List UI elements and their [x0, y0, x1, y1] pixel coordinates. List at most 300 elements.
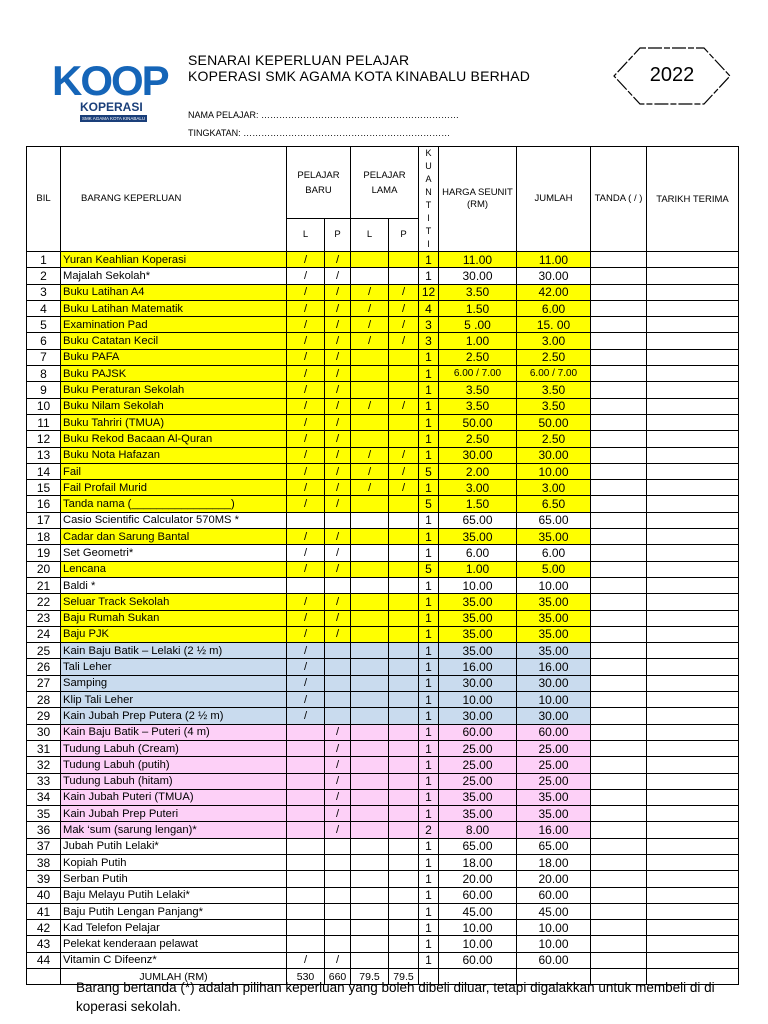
row-old-l: [351, 594, 389, 610]
row-signature-cell[interactable]: [591, 529, 647, 545]
row-received-date-cell[interactable]: [647, 773, 739, 789]
row-unit-price: 1.00: [439, 561, 517, 577]
row-signature-cell[interactable]: [591, 414, 647, 430]
koop-logo: [52, 57, 174, 126]
row-old-l: [351, 268, 389, 284]
row-signature-cell[interactable]: [591, 431, 647, 447]
row-signature-cell[interactable]: [591, 366, 647, 382]
row-item-name: Buku Latihan Matematik: [61, 300, 287, 316]
row-bil: 12: [27, 431, 61, 447]
row-quantity: 1: [419, 708, 439, 724]
table-row: [27, 529, 739, 545]
row-quantity: 1: [419, 594, 439, 610]
row-signature-cell[interactable]: [591, 317, 647, 333]
table-row: [27, 463, 739, 479]
row-old-p: [389, 382, 419, 398]
row-new-l: /: [287, 659, 325, 675]
row-received-date-cell[interactable]: [647, 496, 739, 512]
row-quantity: 1: [419, 903, 439, 919]
row-quantity: 2: [419, 822, 439, 838]
table-row: [27, 708, 739, 724]
row-item-name: Buku PAFA: [61, 349, 287, 365]
row-signature-cell[interactable]: [591, 740, 647, 756]
row-received-date-cell[interactable]: [647, 692, 739, 708]
row-old-p: [389, 675, 419, 691]
row-item-name: Lencana: [61, 561, 287, 577]
row-old-l: [351, 936, 389, 952]
col-new-students: PELAJAR BARU: [287, 147, 351, 219]
row-unit-price: 8.00: [439, 822, 517, 838]
total-new-p: 660: [325, 969, 351, 985]
row-signature-cell[interactable]: [591, 920, 647, 936]
row-unit-price: 60.00: [439, 724, 517, 740]
row-old-p: [389, 806, 419, 822]
row-received-date-cell[interactable]: [647, 610, 739, 626]
row-new-l: /: [287, 349, 325, 365]
table-row: [27, 577, 739, 593]
row-received-date-cell[interactable]: [647, 887, 739, 903]
row-signature-cell[interactable]: [591, 724, 647, 740]
row-old-p: /: [389, 317, 419, 333]
row-new-p: /: [325, 757, 351, 773]
row-signature-cell[interactable]: [591, 512, 647, 528]
row-old-l: /: [351, 463, 389, 479]
row-signature-cell[interactable]: [591, 561, 647, 577]
row-total: 2.50: [517, 349, 591, 365]
row-signature-cell[interactable]: [591, 447, 647, 463]
footnote: Barang bertanda (*) adalah pilihan keperluan yang boleh dibeli diluar, tetapi digalakkan untuk membeli di di koperasi sekolah.: [76, 980, 715, 1014]
row-new-p: /: [325, 806, 351, 822]
logo-sub-text: KOPERASI: [80, 100, 143, 114]
row-quantity: 1: [419, 431, 439, 447]
row-received-date-cell[interactable]: [647, 822, 739, 838]
row-new-l: [287, 871, 325, 887]
row-received-date-cell[interactable]: [647, 333, 739, 349]
row-new-l: [287, 920, 325, 936]
col-received-date: TARIKH TERIMA: [647, 147, 739, 252]
row-received-date-cell[interactable]: [647, 447, 739, 463]
row-received-date-cell[interactable]: [647, 838, 739, 854]
row-old-p: [389, 936, 419, 952]
row-signature-cell[interactable]: [591, 333, 647, 349]
row-signature-cell[interactable]: [591, 300, 647, 316]
row-received-date-cell[interactable]: [647, 529, 739, 545]
row-old-l: [351, 512, 389, 528]
row-new-l: /: [287, 447, 325, 463]
row-unit-price: 20.00: [439, 871, 517, 887]
row-signature-cell[interactable]: [591, 708, 647, 724]
row-bil: 22: [27, 594, 61, 610]
row-old-l: [351, 789, 389, 805]
row-new-p: /: [325, 952, 351, 968]
row-quantity: 1: [419, 871, 439, 887]
row-quantity: 1: [419, 414, 439, 430]
row-total: 30.00: [517, 447, 591, 463]
row-signature-cell[interactable]: [591, 675, 647, 691]
col-old-p: P: [389, 219, 419, 252]
row-received-date-cell[interactable]: [647, 936, 739, 952]
row-new-p: [325, 936, 351, 952]
row-received-date-cell[interactable]: [647, 431, 739, 447]
row-new-p: /: [325, 561, 351, 577]
row-new-l: /: [287, 708, 325, 724]
col-unit-price: HARGA SEUNIT (RM): [439, 147, 517, 252]
row-total: 30.00: [517, 675, 591, 691]
row-old-l: [351, 887, 389, 903]
row-bil: 32: [27, 757, 61, 773]
row-item-name: Buku Nilam Sekolah: [61, 398, 287, 414]
row-old-l: /: [351, 333, 389, 349]
row-new-l: /: [287, 333, 325, 349]
row-received-date-cell[interactable]: [647, 757, 739, 773]
row-received-date-cell[interactable]: [647, 659, 739, 675]
row-new-l: /: [287, 382, 325, 398]
row-old-p: [389, 561, 419, 577]
row-new-l: [287, 838, 325, 854]
row-total: 25.00: [517, 757, 591, 773]
row-unit-price: 3.00: [439, 480, 517, 496]
col-old-l: L: [351, 219, 389, 252]
row-item-name: Mak ‘sum (sarung lengan)*: [61, 822, 287, 838]
row-signature-cell[interactable]: [591, 659, 647, 675]
row-bil: 37: [27, 838, 61, 854]
row-old-p: [389, 903, 419, 919]
row-new-p: [325, 838, 351, 854]
logo-main-text: KOOP: [52, 57, 168, 104]
row-unit-price: 25.00: [439, 757, 517, 773]
row-signature-cell[interactable]: [591, 789, 647, 805]
row-new-p: /: [325, 594, 351, 610]
row-old-p: /: [389, 300, 419, 316]
row-new-l: [287, 577, 325, 593]
row-old-l: [351, 610, 389, 626]
requirements-table: [26, 146, 739, 985]
row-signature-cell[interactable]: [591, 398, 647, 414]
row-bil: 27: [27, 675, 61, 691]
table-row: [27, 366, 739, 382]
row-bil: 38: [27, 854, 61, 870]
row-signature-cell[interactable]: [591, 382, 647, 398]
row-item-name: Tudung Labuh (hitam): [61, 773, 287, 789]
row-received-date-cell[interactable]: [647, 626, 739, 642]
row-received-date-cell[interactable]: [647, 561, 739, 577]
row-received-date-cell[interactable]: [647, 268, 739, 284]
row-received-date-cell[interactable]: [647, 952, 739, 968]
row-received-date-cell[interactable]: [647, 317, 739, 333]
row-new-l: /: [287, 463, 325, 479]
row-new-l: /: [287, 610, 325, 626]
row-bil: 17: [27, 512, 61, 528]
row-bil: 16: [27, 496, 61, 512]
row-bil: 39: [27, 871, 61, 887]
row-quantity: 1: [419, 382, 439, 398]
table-row: [27, 414, 739, 430]
table-row: [27, 349, 739, 365]
row-unit-price: 60.00: [439, 952, 517, 968]
row-old-l: [351, 414, 389, 430]
row-signature-cell[interactable]: [591, 952, 647, 968]
row-signature-cell[interactable]: [591, 496, 647, 512]
row-bil: 36: [27, 822, 61, 838]
row-received-date-cell[interactable]: [647, 675, 739, 691]
row-total: 25.00: [517, 740, 591, 756]
row-received-date-cell[interactable]: [647, 789, 739, 805]
row-signature-cell[interactable]: [591, 757, 647, 773]
row-quantity: 1: [419, 675, 439, 691]
row-new-p: /: [325, 284, 351, 300]
row-new-p: [325, 871, 351, 887]
row-old-l: [351, 822, 389, 838]
row-bil: 11: [27, 414, 61, 430]
row-unit-price: 30.00: [439, 708, 517, 724]
row-item-name: Yuran Keahlian Koperasi: [61, 252, 287, 268]
row-new-l: /: [287, 952, 325, 968]
row-bil: 1: [27, 252, 61, 268]
row-received-date-cell[interactable]: [647, 545, 739, 561]
row-old-l: [351, 496, 389, 512]
row-received-date-cell[interactable]: [647, 903, 739, 919]
row-unit-price: 35.00: [439, 594, 517, 610]
row-received-date-cell[interactable]: [647, 300, 739, 316]
col-total: JUMLAH: [517, 147, 591, 252]
row-signature-cell[interactable]: [591, 284, 647, 300]
row-unit-price: 1.50: [439, 300, 517, 316]
row-received-date-cell[interactable]: [647, 854, 739, 870]
table-row: [27, 887, 739, 903]
row-signature-cell[interactable]: [591, 643, 647, 659]
row-quantity: 5: [419, 463, 439, 479]
row-signature-cell[interactable]: [591, 773, 647, 789]
row-new-l: /: [287, 317, 325, 333]
row-received-date-cell[interactable]: [647, 577, 739, 593]
row-signature-cell[interactable]: [591, 480, 647, 496]
row-signature-cell[interactable]: [591, 822, 647, 838]
row-signature-cell[interactable]: [591, 806, 647, 822]
row-quantity: 1: [419, 806, 439, 822]
row-signature-cell[interactable]: [591, 610, 647, 626]
row-new-l: [287, 806, 325, 822]
row-item-name: Klip Tali Leher: [61, 692, 287, 708]
row-unit-price: 5 .00: [439, 317, 517, 333]
row-signature-cell[interactable]: [591, 854, 647, 870]
row-item-name: Jubah Putih Lelaki*: [61, 838, 287, 854]
row-received-date-cell[interactable]: [647, 724, 739, 740]
row-quantity: 1: [419, 366, 439, 382]
row-received-date-cell[interactable]: [647, 740, 739, 756]
row-old-p: /: [389, 398, 419, 414]
row-old-p: [389, 887, 419, 903]
row-old-l: [351, 626, 389, 642]
row-quantity: 1: [419, 789, 439, 805]
row-quantity: 3: [419, 333, 439, 349]
row-quantity: 1: [419, 773, 439, 789]
row-old-p: [389, 268, 419, 284]
row-new-p: [325, 903, 351, 919]
row-signature-cell[interactable]: [591, 268, 647, 284]
row-signature-cell[interactable]: [591, 692, 647, 708]
row-new-p: /: [325, 626, 351, 642]
row-bil: 8: [27, 366, 61, 382]
row-old-l: [351, 561, 389, 577]
row-new-l: /: [287, 252, 325, 268]
row-new-l: [287, 903, 325, 919]
row-bil: 26: [27, 659, 61, 675]
row-old-p: /: [389, 463, 419, 479]
row-old-l: /: [351, 284, 389, 300]
row-received-date-cell[interactable]: [647, 920, 739, 936]
row-unit-price: 25.00: [439, 773, 517, 789]
row-old-p: /: [389, 447, 419, 463]
table-row: [27, 643, 739, 659]
row-received-date-cell[interactable]: [647, 594, 739, 610]
row-bil: 34: [27, 789, 61, 805]
row-received-date-cell[interactable]: [647, 480, 739, 496]
row-unit-price: 3.50: [439, 398, 517, 414]
row-received-date-cell[interactable]: [647, 414, 739, 430]
row-total: 16.00: [517, 659, 591, 675]
row-unit-price: 35.00: [439, 529, 517, 545]
row-item-name: Buku Nota Hafazan: [61, 447, 287, 463]
row-bil: 29: [27, 708, 61, 724]
row-total: 3.00: [517, 333, 591, 349]
row-bil: 35: [27, 806, 61, 822]
row-quantity: 5: [419, 561, 439, 577]
row-unit-price: 11.00: [439, 252, 517, 268]
row-new-l: [287, 740, 325, 756]
row-old-p: [389, 724, 419, 740]
row-received-date-cell[interactable]: [647, 806, 739, 822]
row-new-p: [325, 512, 351, 528]
row-quantity: 1: [419, 740, 439, 756]
row-item-name: Tudung Labuh (Cream): [61, 740, 287, 756]
row-received-date-cell[interactable]: [647, 366, 739, 382]
row-quantity: 1: [419, 447, 439, 463]
row-new-p: /: [325, 300, 351, 316]
row-new-p: /: [325, 463, 351, 479]
row-signature-cell[interactable]: [591, 463, 647, 479]
row-old-l: [351, 643, 389, 659]
row-new-l: /: [287, 561, 325, 577]
row-new-p: /: [325, 529, 351, 545]
row-signature-cell[interactable]: [591, 577, 647, 593]
row-signature-cell[interactable]: [591, 252, 647, 268]
row-received-date-cell[interactable]: [647, 512, 739, 528]
row-unit-price: 1.00: [439, 333, 517, 349]
row-total: 10.00: [517, 920, 591, 936]
table-row: [27, 854, 739, 870]
row-new-l: /: [287, 398, 325, 414]
row-received-date-cell[interactable]: [647, 643, 739, 659]
row-old-p: [389, 789, 419, 805]
row-received-date-cell[interactable]: [647, 252, 739, 268]
row-total: 35.00: [517, 529, 591, 545]
row-received-date-cell[interactable]: [647, 349, 739, 365]
row-unit-price: 35.00: [439, 610, 517, 626]
row-old-p: [389, 757, 419, 773]
row-item-name: Fail: [61, 463, 287, 479]
row-item-name: Baju Rumah Sukan: [61, 610, 287, 626]
row-unit-price: 6.00: [439, 545, 517, 561]
row-total: 5.00: [517, 561, 591, 577]
row-new-l: /: [287, 692, 325, 708]
row-received-date-cell[interactable]: [647, 382, 739, 398]
row-old-l: [351, 952, 389, 968]
row-received-date-cell[interactable]: [647, 708, 739, 724]
row-old-l: [351, 724, 389, 740]
row-old-l: /: [351, 300, 389, 316]
row-total: 25.00: [517, 773, 591, 789]
row-old-p: [389, 708, 419, 724]
row-received-date-cell[interactable]: [647, 398, 739, 414]
row-signature-cell[interactable]: [591, 594, 647, 610]
row-bil: 42: [27, 920, 61, 936]
row-new-l: /: [287, 431, 325, 447]
row-signature-cell[interactable]: [591, 936, 647, 952]
row-new-p: /: [325, 268, 351, 284]
totals-bil-cell: [27, 969, 61, 985]
row-old-p: [389, 952, 419, 968]
row-quantity: 3: [419, 317, 439, 333]
row-old-l: [351, 577, 389, 593]
row-bil: 43: [27, 936, 61, 952]
row-received-date-cell[interactable]: [647, 463, 739, 479]
row-signature-cell[interactable]: [591, 626, 647, 642]
row-new-l: /: [287, 529, 325, 545]
row-new-l: /: [287, 594, 325, 610]
table-row: [27, 317, 739, 333]
row-signature-cell[interactable]: [591, 545, 647, 561]
row-unit-price: 35.00: [439, 626, 517, 642]
row-new-p: /: [325, 724, 351, 740]
row-new-p: /: [325, 740, 351, 756]
row-total: 6.50: [517, 496, 591, 512]
row-bil: 28: [27, 692, 61, 708]
row-bil: 21: [27, 577, 61, 593]
row-old-p: [389, 854, 419, 870]
row-item-name: Buku PAJSK: [61, 366, 287, 382]
year-text: 2022: [649, 64, 695, 86]
row-new-p: [325, 920, 351, 936]
table-row: [27, 431, 739, 447]
row-old-l: [351, 349, 389, 365]
row-old-l: [351, 903, 389, 919]
row-unit-price: 65.00: [439, 512, 517, 528]
col-bil: BIL: [27, 147, 61, 252]
row-old-p: /: [389, 480, 419, 496]
row-received-date-cell[interactable]: [647, 871, 739, 887]
table-row: [27, 806, 739, 822]
row-old-p: [389, 871, 419, 887]
row-item-name: Buku Tahriri (TMUA): [61, 414, 287, 430]
row-old-p: [389, 773, 419, 789]
row-old-l: [351, 871, 389, 887]
row-signature-cell[interactable]: [591, 838, 647, 854]
student-level-field: TINGKATAN: ……………………………………………………………: [188, 128, 451, 138]
row-unit-price: 16.00: [439, 659, 517, 675]
row-received-date-cell[interactable]: [647, 284, 739, 300]
row-bil: 2: [27, 268, 61, 284]
row-signature-cell[interactable]: [591, 887, 647, 903]
row-bil: 20: [27, 561, 61, 577]
row-new-l: /: [287, 480, 325, 496]
row-signature-cell[interactable]: [591, 903, 647, 919]
row-new-p: /: [325, 431, 351, 447]
row-signature-cell[interactable]: [591, 871, 647, 887]
row-item-name: Seluar Track Sekolah: [61, 594, 287, 610]
row-total: 2.50: [517, 431, 591, 447]
row-old-p: [389, 349, 419, 365]
row-signature-cell[interactable]: [591, 349, 647, 365]
